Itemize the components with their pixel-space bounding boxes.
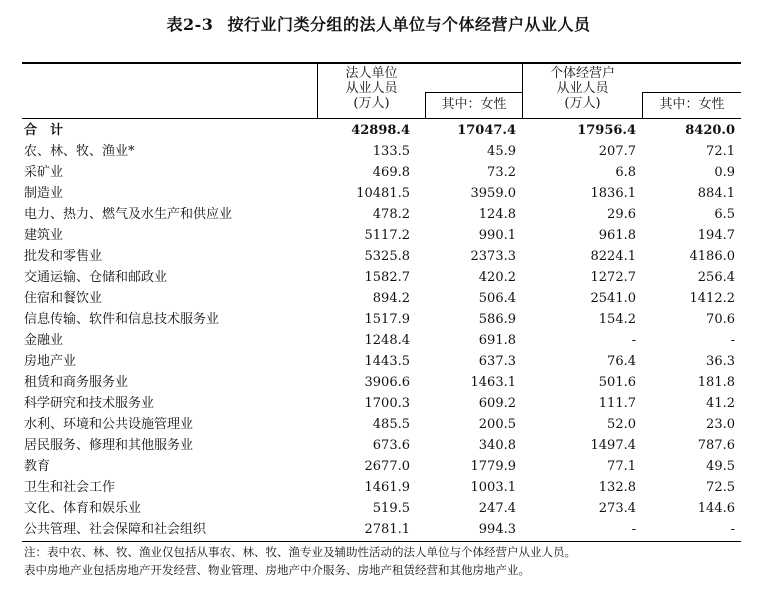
row-label: 公共管理、社会保障和社会组织 bbox=[24, 522, 207, 537]
cell-v1: 42898.4 bbox=[351, 123, 410, 138]
cell-v1: 485.5 bbox=[372, 417, 410, 432]
cell-v3: 207.7 bbox=[598, 144, 636, 159]
cell-v2: 3959.0 bbox=[470, 186, 516, 201]
cell-v2: 990.1 bbox=[478, 228, 516, 243]
top-rule bbox=[22, 62, 741, 64]
table-row bbox=[22, 351, 741, 372]
cell-v2: 1779.9 bbox=[470, 459, 516, 474]
cell-v2: 691.8 bbox=[478, 333, 516, 348]
cell-v4: 8420.0 bbox=[685, 123, 735, 138]
header-legal-line-3: (万人) bbox=[353, 96, 390, 111]
cell-v1: 673.6 bbox=[372, 438, 410, 453]
table-row bbox=[22, 246, 741, 267]
table-row bbox=[22, 498, 741, 519]
footnote-1: 注：表中农、林、牧、渔业仅包括从事农、林、牧、渔专业及辅助性活动的法人单位与个体经营户从业人员。 bbox=[24, 545, 576, 559]
table-row bbox=[22, 456, 741, 477]
footnote-2: 表中房地产业包括房地产开发经营、物业管理、房地产中介服务、房地产租赁经营和其他房地产业。 bbox=[24, 563, 530, 577]
cell-v4: 36.3 bbox=[706, 354, 735, 369]
cell-v1: 133.5 bbox=[372, 144, 410, 159]
table-row bbox=[22, 162, 741, 183]
cell-v2: 45.9 bbox=[487, 144, 516, 159]
row-label: 租赁和商务服务业 bbox=[24, 375, 129, 390]
cell-v2: 994.3 bbox=[478, 522, 516, 537]
table-row bbox=[22, 330, 741, 351]
table-row bbox=[22, 519, 741, 540]
cell-v4: 70.6 bbox=[706, 312, 735, 327]
header-subrule-1 bbox=[425, 92, 522, 93]
cell-v1: 2781.1 bbox=[364, 522, 410, 537]
cell-v4: 884.1 bbox=[697, 186, 735, 201]
table-title-text: 按行业门类分组的法人单位与个体经营户从业人员 bbox=[227, 15, 591, 34]
table-row bbox=[22, 288, 741, 309]
cell-v1: 5117.2 bbox=[364, 228, 410, 243]
cell-v1: 3906.6 bbox=[364, 375, 410, 390]
table-row bbox=[22, 393, 741, 414]
table-row bbox=[22, 267, 741, 288]
cell-v4: 72.5 bbox=[706, 480, 735, 495]
table-row bbox=[22, 477, 741, 498]
cell-v3: 132.8 bbox=[598, 480, 636, 495]
table-row bbox=[22, 372, 741, 393]
cell-v4: 181.8 bbox=[697, 375, 735, 390]
header-legal-line-2: 从业人员 bbox=[345, 81, 398, 96]
row-label: 批发和零售业 bbox=[24, 249, 103, 264]
cell-v4: 49.5 bbox=[706, 459, 735, 474]
table-bottom-rule bbox=[22, 541, 741, 542]
cell-v1: 1700.3 bbox=[364, 396, 410, 411]
cell-v3: 8224.1 bbox=[590, 249, 636, 264]
cell-v3: 77.1 bbox=[607, 459, 636, 474]
row-label: 卫生和社会工作 bbox=[24, 480, 116, 495]
cell-v2: 506.4 bbox=[478, 291, 516, 306]
cell-v3: 154.2 bbox=[598, 312, 636, 327]
table-row bbox=[22, 204, 741, 225]
cell-v1: 894.2 bbox=[372, 291, 410, 306]
cell-v2: 17047.4 bbox=[457, 123, 516, 138]
cell-v4: 6.5 bbox=[714, 207, 735, 222]
cell-v2: 247.4 bbox=[478, 501, 516, 516]
cell-v1: 5325.8 bbox=[364, 249, 410, 264]
cell-v1: 1582.7 bbox=[364, 270, 410, 285]
cell-v3: 6.8 bbox=[615, 165, 636, 180]
cell-v4: 72.1 bbox=[706, 144, 735, 159]
cell-v3: 17956.4 bbox=[577, 123, 636, 138]
cell-v4: - bbox=[730, 522, 735, 537]
row-label: 交通运输、仓储和邮政业 bbox=[24, 270, 168, 285]
table-row bbox=[22, 309, 741, 330]
row-label: 居民服务、修理和其他服务业 bbox=[24, 438, 194, 453]
cell-v4: 41.2 bbox=[706, 396, 735, 411]
cell-v1: 519.5 bbox=[372, 501, 410, 516]
header-subrule-2 bbox=[642, 92, 741, 93]
cell-v3: 501.6 bbox=[598, 375, 636, 390]
row-label: 农、林、牧、渔业* bbox=[24, 144, 135, 159]
row-label: 电力、热力、燃气及水生产和供应业 bbox=[24, 207, 233, 222]
cell-v2: 340.8 bbox=[478, 438, 516, 453]
header-legal-female: 其中：女性 bbox=[441, 97, 507, 112]
cell-v1: 1517.9 bbox=[364, 312, 410, 327]
cell-v2: 124.8 bbox=[478, 207, 516, 222]
cell-v3: 52.0 bbox=[607, 417, 636, 432]
table-row bbox=[22, 183, 741, 204]
row-label: 房地产业 bbox=[24, 354, 77, 369]
cell-v4: 256.4 bbox=[697, 270, 735, 285]
cell-v3: - bbox=[631, 522, 636, 537]
table-title bbox=[0, 12, 757, 35]
cell-v4: 144.6 bbox=[697, 501, 735, 516]
cell-v3: 961.8 bbox=[598, 228, 636, 243]
cell-v2: 1003.1 bbox=[470, 480, 516, 495]
cell-v2: 1463.1 bbox=[470, 375, 516, 390]
cell-v3: 1272.7 bbox=[590, 270, 636, 285]
cell-v1: 2677.0 bbox=[364, 459, 410, 474]
cell-v3: 1836.1 bbox=[590, 186, 636, 201]
cell-v4: 4186.0 bbox=[689, 249, 735, 264]
row-label: 制造业 bbox=[24, 186, 64, 201]
cell-v1: 1443.5 bbox=[364, 354, 410, 369]
table-number: 表2-3 bbox=[166, 15, 214, 34]
header-individual-line-3: (万人) bbox=[564, 96, 601, 111]
table-row bbox=[22, 435, 741, 456]
cell-v4: 0.9 bbox=[714, 165, 735, 180]
header-bottom-rule bbox=[22, 118, 741, 119]
cell-v1: 10481.5 bbox=[356, 186, 410, 201]
cell-v4: 23.0 bbox=[706, 417, 735, 432]
cell-v3: 273.4 bbox=[598, 501, 636, 516]
header-individual bbox=[523, 66, 642, 111]
table-row bbox=[22, 141, 741, 162]
cell-v2: 2373.3 bbox=[470, 249, 516, 264]
cell-v4: 787.6 bbox=[697, 438, 735, 453]
header-individual-female: 其中：女性 bbox=[659, 97, 725, 112]
row-label: 金融业 bbox=[24, 333, 64, 348]
cell-v1: 478.2 bbox=[372, 207, 410, 222]
cell-v3: 111.7 bbox=[598, 396, 636, 411]
cell-v2: 637.3 bbox=[478, 354, 516, 369]
cell-v2: 420.2 bbox=[478, 270, 516, 285]
cell-v3: 29.6 bbox=[607, 207, 636, 222]
row-label: 合 计 bbox=[24, 123, 64, 138]
row-label: 信息传输、软件和信息技术服务业 bbox=[24, 312, 220, 327]
header-individual-line-1: 个体经营户 bbox=[549, 66, 615, 81]
cell-v2: 73.2 bbox=[487, 165, 516, 180]
cell-v2: 609.2 bbox=[478, 396, 516, 411]
cell-v2: 586.9 bbox=[478, 312, 516, 327]
table-row-total bbox=[22, 120, 741, 141]
header-legal-line-1: 法人单位 bbox=[345, 66, 398, 81]
row-label: 住宿和餐饮业 bbox=[24, 291, 103, 306]
cell-v4: 194.7 bbox=[697, 228, 735, 243]
table-row bbox=[22, 225, 741, 246]
cell-v1: 1461.9 bbox=[364, 480, 410, 495]
row-label: 文化、体育和娱乐业 bbox=[24, 501, 142, 516]
cell-v2: 200.5 bbox=[478, 417, 516, 432]
header-individual-line-2: 从业人员 bbox=[556, 81, 609, 96]
cell-v3: 76.4 bbox=[607, 354, 636, 369]
row-label: 建筑业 bbox=[24, 228, 64, 243]
cell-v4: - bbox=[730, 333, 735, 348]
row-label: 采矿业 bbox=[24, 165, 64, 180]
cell-v3: 2541.0 bbox=[590, 291, 636, 306]
cell-v1: 469.8 bbox=[372, 165, 410, 180]
cell-v4: 1412.2 bbox=[689, 291, 735, 306]
row-label: 科学研究和技术服务业 bbox=[24, 396, 155, 411]
cell-v1: 1248.4 bbox=[364, 333, 410, 348]
row-label: 教育 bbox=[24, 459, 51, 474]
cell-v3: 1497.4 bbox=[590, 438, 636, 453]
cell-v3: - bbox=[631, 333, 636, 348]
header-legal-units bbox=[318, 66, 425, 111]
row-label: 水利、环境和公共设施管理业 bbox=[24, 417, 194, 432]
table-row bbox=[22, 414, 741, 435]
